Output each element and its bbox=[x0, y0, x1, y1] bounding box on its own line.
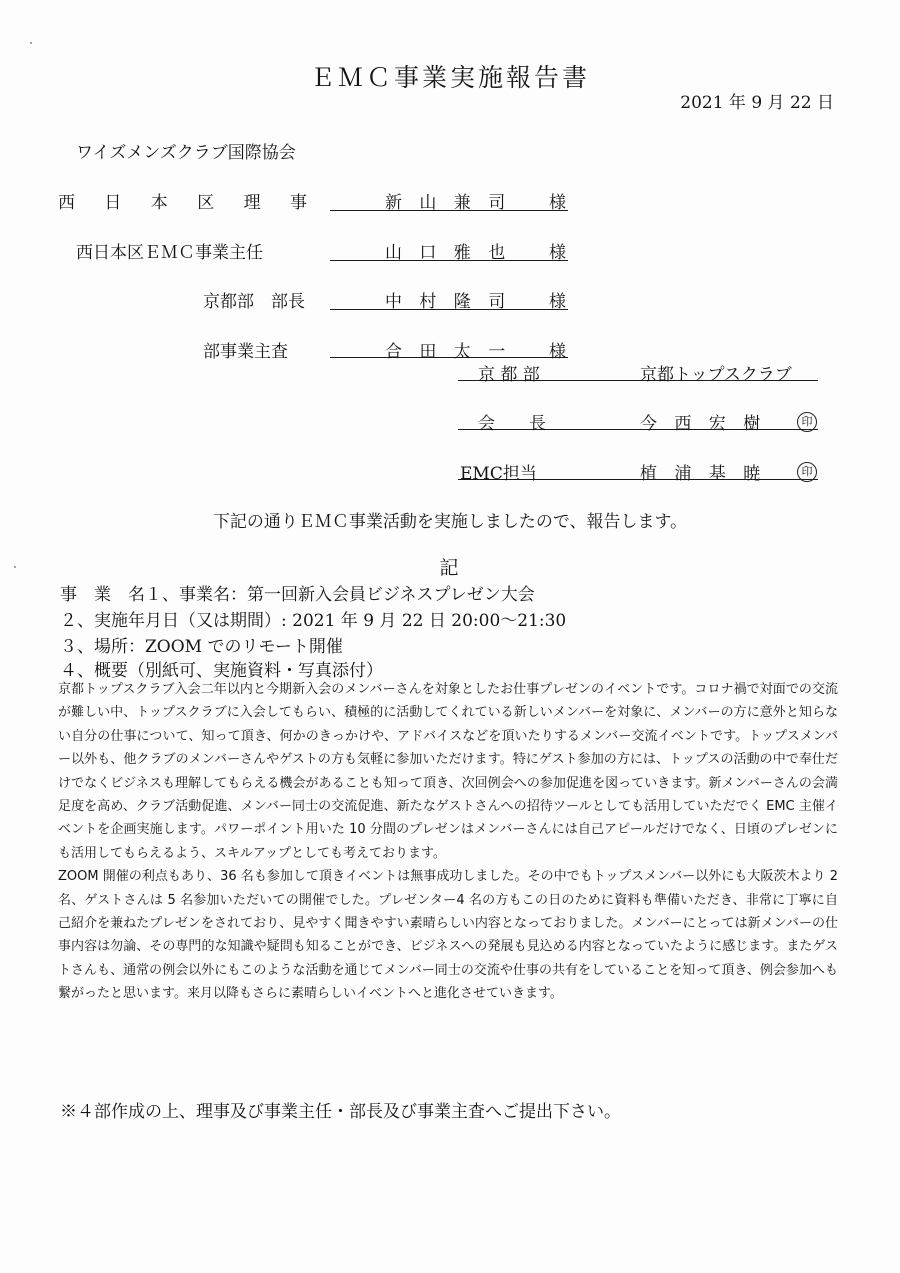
item-date: ２、実施年月日（又は期間）: 2021 年 9 月 22 日 20:00～21:30 bbox=[60, 611, 567, 631]
addressee-title-4: 部事業主査 bbox=[203, 342, 288, 362]
item-place: ３、場所：ZOOM でのリモート開催 bbox=[60, 637, 343, 657]
emc-seal-text: 印 bbox=[797, 462, 817, 482]
sender-emc-name: 植 浦 基 暁 bbox=[640, 464, 767, 484]
addressee-name-3: 中 村 隆 司 bbox=[385, 292, 512, 312]
summary-paragraph-2: ZOOM 開催の利点もあり、36 名も参加して頂きイベントは無事成功しました。その中でもトップスメンバー以外にも大阪茨木より 2 名、ゲストさんは 5 名参加いただいての開催でした。プレゼンター4 名の方もこの日のために資料も準備いただき、非常に丁寧に自己紹介を兼ねたプレゼンをされており、見やすく聞きやすい素晴らしい内容となっておりました。メンバーにとっては新メンバーの仕事内容は勿論、その専門的な知識や疑問も知ることができ、ビジネスへの発展も見込める内容となっていたように感じます。またゲストさんも、通常の例会以外にもこのような活動を通じてメンバー同士の交流や仕事の共有をしていることを知って頂き、例会参加へも繋がったと思います。来月以降もさらに素晴らしいイベントへと進化させていきます。 bbox=[58, 869, 838, 1002]
addressee-title-1: 西 日 本 区 理 事 bbox=[58, 193, 320, 213]
intro-text: 下記の通りＥＭＣ事業活動を実施しましたので、報告します。 bbox=[212, 512, 688, 532]
sender-president-name: 今 西 宏 樹 bbox=[640, 414, 767, 434]
sender-club-name: 京都トップスクラブ bbox=[640, 365, 792, 385]
document-title: ＥＭＣ事業実施報告書 bbox=[309, 63, 590, 92]
ki-heading: 記 bbox=[439, 557, 461, 579]
president-seal-text: 印 bbox=[797, 412, 817, 432]
report-date: 2021 年 9 月 22 日 bbox=[680, 93, 834, 113]
addressee-name-2: 山 口 雅 也 bbox=[385, 243, 512, 263]
president-seal-icon bbox=[797, 410, 817, 432]
sender-emc-label: EMC担当 bbox=[460, 464, 537, 484]
item-summary-heading: ４、概要（別紙可、実施資料・写真添付） bbox=[60, 661, 383, 681]
addressee-name-1: 新 山 兼 司 bbox=[385, 193, 512, 213]
footer-note: ※４部作成の上、理事及び事業主任・部長及び事業主査へご提出下さい。 bbox=[60, 1102, 621, 1122]
addressee-honorific-3: 様 bbox=[549, 292, 566, 312]
summary-paragraph-1: 京都トップスクラブ入会二年以内と今期新入会のメンバーさんを対象としたお仕事プレゼンのイベントです。コロナ禍で対面での交流が難しい中、トップスクラブに入会してもらい、積極的に活動してくれている新しいメンバーを対象に、メンバーの方に意外と知らない自分の仕事について、知って頂き、何かのきっかけや、アドバイスなどを頂いたりするメンバー交流イベントです。トップスメンバー以外も、他クラブのメンバーさんやゲストの方も気軽に参加いただけます。特にゲスト参加の方には、トップスの活動の中で奉仕だけでなくビジネスも理解してもらえる機会があることも知って頂き、次回例会への参加促進を図っていきます。新メンバーさんの会満足度を高め、クラブ活動促進、メンバー同士の交流促進、新たなゲストさんへの招待ツールとしても活用していただでく EMC 主催イベントを企画実施します。パワーポイント用いた 10 分間のプレゼンはメンバーさんには自己アピールだけでなく、日頃のプレゼンにも活用してもらえるよう、スキルアップとしても考えております。 bbox=[58, 682, 838, 861]
scan-speck bbox=[30, 42, 32, 44]
summary-body bbox=[58, 678, 838, 1006]
addressee-name-4: 合 田 太 一 bbox=[385, 342, 512, 362]
item-event-name: 事 業 名１、事業名：第一回新入会員ビジネスプレゼン大会 bbox=[60, 585, 535, 605]
addressee-honorific-4: 様 bbox=[549, 342, 566, 362]
emc-seal-icon bbox=[797, 460, 817, 482]
addressee-title-3: 京都部 部長 bbox=[203, 292, 305, 312]
addressee-honorific-2: 様 bbox=[549, 243, 566, 263]
sender-division-label: 京 都 部 bbox=[478, 365, 540, 385]
sender-president-label: 会 長 bbox=[478, 414, 546, 434]
organization-name: ワイズメンズクラブ国際協会 bbox=[76, 143, 296, 163]
addressee-title-2: 西日本区ＥＭＣ事業主任 bbox=[76, 243, 263, 263]
addressee-honorific-1: 様 bbox=[549, 193, 566, 213]
scan-speck bbox=[14, 566, 16, 568]
